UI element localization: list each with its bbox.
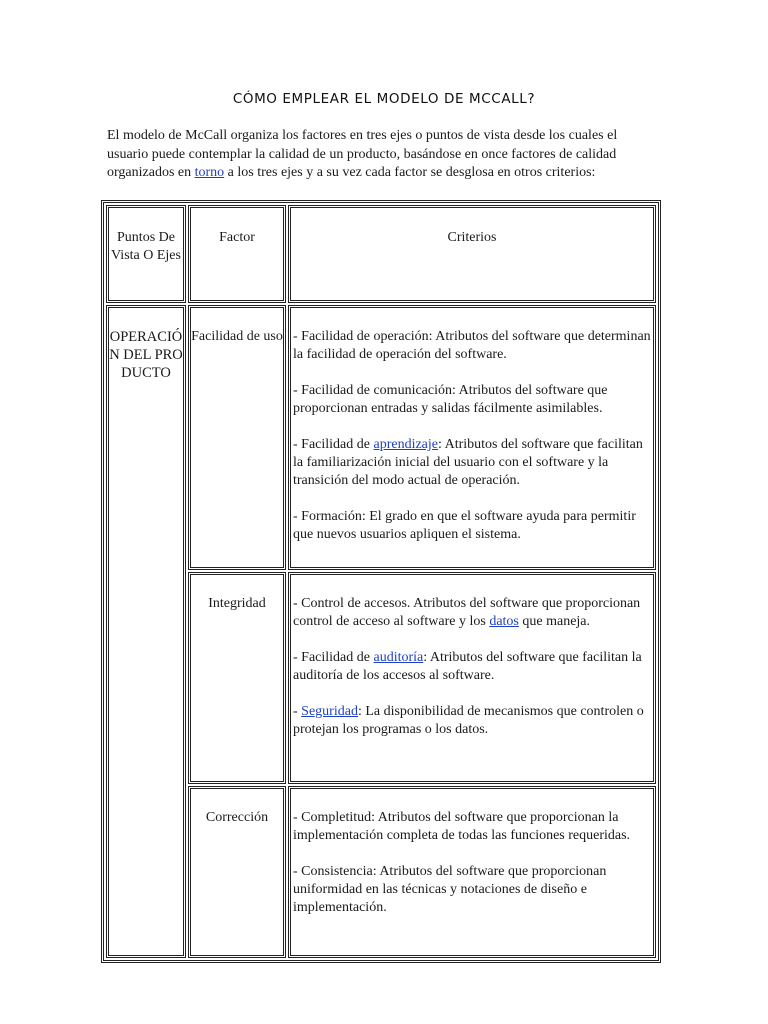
- header-criteria: Criterios: [288, 205, 656, 303]
- criterion-facilidad-comunicacion: - Facilidad de comunicación: Atributos del software que proporcionan entradas y salidas fácilmente asimilables.: [293, 383, 608, 416]
- criterion-formacion: - Formación: El grado en que el software ayuda para permitir que nuevos usuarios apliquen el sistema.: [293, 509, 636, 542]
- table-row: [106, 786, 656, 958]
- mccall-table: [101, 200, 661, 963]
- link-torno[interactable]: torno: [194, 165, 225, 180]
- criterion-facilidad-operacion: - Facilidad de operación: Atributos del software que determinan la facilidad de operación del software.: [293, 329, 651, 362]
- criterion-auditoria: [293, 649, 653, 685]
- criterion-seguridad: [293, 703, 653, 739]
- table-row: [106, 305, 656, 570]
- intro-text-start: El modelo de McCall organiza los factores en tres ejes o puntos de vista desde los cuales el usuario puede contemplar la calidad de un producto, basándose en once factores de calidad organizados en: [107, 128, 618, 180]
- table-header-row: [106, 205, 656, 303]
- factor-facilidad-de-uso: Facilidad de uso: [188, 305, 286, 570]
- intro-text-end: a los tres ejes y a su vez cada factor se desglosa en otros criterios:: [224, 165, 596, 180]
- criteria-integridad: [288, 572, 656, 784]
- intro-paragraph: [107, 127, 659, 183]
- header-view: Puntos De Vista O Ejes: [106, 205, 186, 303]
- criterion-text: - Facilidad de: [293, 437, 374, 452]
- criterion-completitud: - Completitud: Atributos del software que proporcionan la implementación completa de todas las funciones requeridas.: [293, 810, 631, 843]
- view-operacion-producto: OPERACIÓN DEL PRODUCTO: [106, 305, 186, 958]
- link-auditoria[interactable]: auditoría: [373, 650, 424, 665]
- criterion-facilidad-aprendizaje: [293, 436, 653, 490]
- table-row: [106, 572, 656, 784]
- criteria-correccion: [288, 786, 656, 958]
- criterion-text: -: [293, 704, 302, 719]
- criterion-text: : La disponibilidad de mecanismos que controlen o protejan los programas o los datos.: [293, 704, 644, 737]
- criterion-text: que maneja.: [518, 614, 591, 629]
- header-factor: Factor: [188, 205, 286, 303]
- criterion-consistencia: - Consistencia: Atributos del software que proporcionan uniformidad en las técnicas y notaciones de diseño e implementación.: [293, 864, 607, 915]
- link-seguridad[interactable]: Seguridad: [301, 704, 358, 719]
- criterion-text: : Atributos del software que facilitan la auditoría de los accesos al software.: [293, 650, 642, 683]
- link-datos[interactable]: datos: [489, 614, 519, 629]
- criterion-control-accesos: [293, 595, 653, 631]
- factor-integridad: Integridad: [188, 572, 286, 784]
- factor-correccion: Corrección: [188, 786, 286, 958]
- criterion-text: - Control de accesos. Atributos del software que proporcionan control de acceso al software y los: [293, 596, 641, 629]
- link-aprendizaje[interactable]: aprendizaje: [373, 437, 438, 452]
- criterion-text: : Atributos del software que facilitan la familiarización inicial del usuario con el software y la transición del modo actual de operación.: [293, 437, 643, 488]
- page-title: CÓMO EMPLEAR EL MODELO DE MCCALL?: [232, 91, 536, 107]
- criterion-text: - Facilidad de: [293, 650, 374, 665]
- criteria-facilidad-de-uso: [288, 305, 656, 570]
